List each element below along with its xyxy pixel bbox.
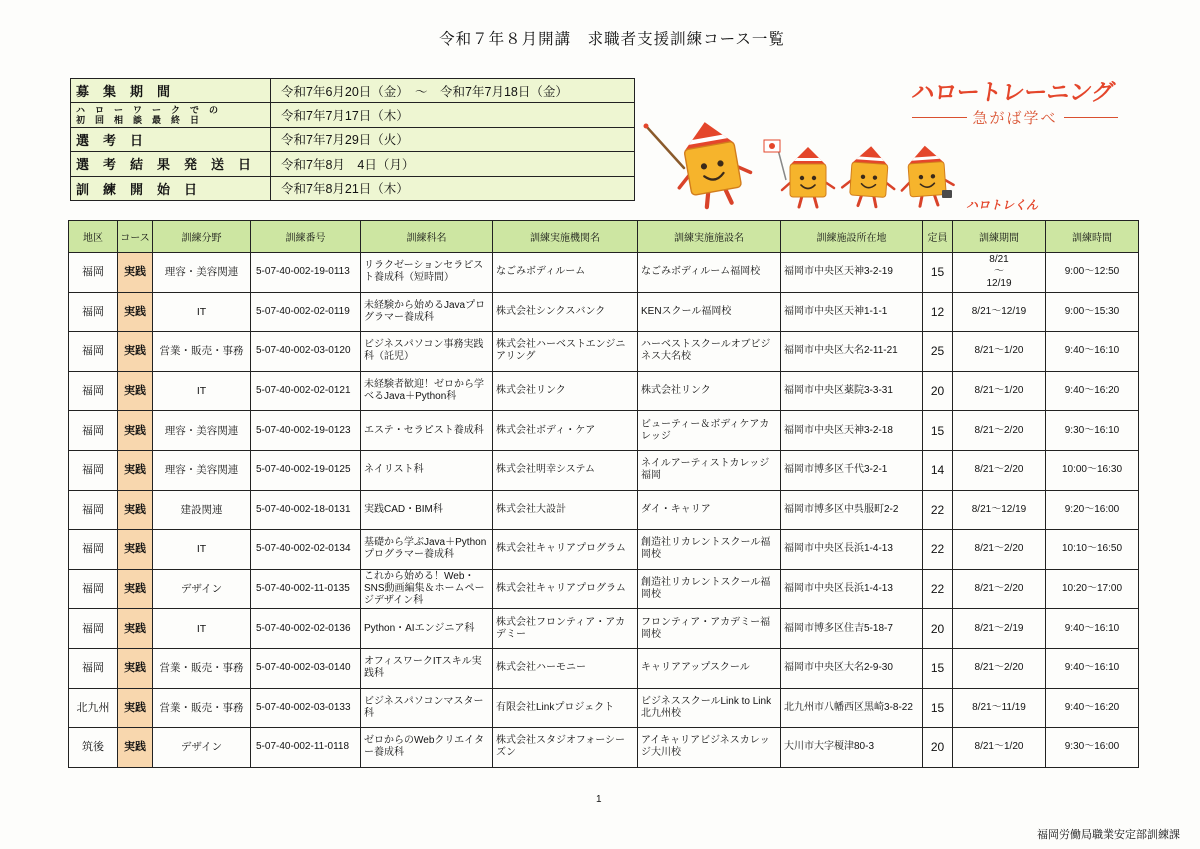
course-row [69,688,1139,728]
header-number: 訓練番号 [251,221,361,253]
tagline-text: 急がば学べ [972,109,1058,127]
cell-institution: なごみボディルーム [493,253,638,293]
cell-capacity: 14 [923,450,953,490]
course-row [69,490,1139,530]
cell-period: 8/21～1/20 [953,728,1046,768]
cell-facility: ビジネススクールLink to Link北九州校 [638,688,781,728]
cell-course: 実践 [118,728,153,768]
cell-period: 8/21～12/19 [953,292,1046,332]
cell-capacity: 22 [923,530,953,570]
cell-name: ネイリスト科 [361,450,493,490]
course-row [69,371,1139,411]
schedule-row [71,103,635,127]
cell-capacity: 22 [923,490,953,530]
tagline-rule-right [1064,117,1119,118]
mascot-figure [782,147,834,207]
schedule-label: 選考結果発送日 [71,152,271,176]
cell-time: 9:40～16:20 [1046,688,1139,728]
cell-institution: 株式会社ハーモニー [493,648,638,688]
cell-time: 9:40～16:20 [1046,371,1139,411]
course-row [69,609,1139,649]
course-row [69,332,1139,372]
cell-course: 実践 [118,688,153,728]
mascot-bag [942,190,952,198]
course-row [69,648,1139,688]
cell-name: ゼロからのWebクリエイター養成科 [361,728,493,768]
schedule-row [71,79,635,103]
cell-course: 実践 [118,490,153,530]
cell-time: 10:10～16:50 [1046,530,1139,570]
cell-facility: なごみボディルーム福岡校 [638,253,781,293]
cell-period: 8/21～12/19 [953,490,1046,530]
course-table [68,220,1139,768]
cell-institution: 株式会社ハーベストエンジニアリング [493,332,638,372]
course-row [69,411,1139,451]
cell-institution: 株式会社キャリアプログラム [493,569,638,609]
cell-name: オフィスワークITスキル実践科 [361,648,493,688]
cell-time: 9:30～16:10 [1046,411,1139,451]
cell-institution: 株式会社ボディ・ケア [493,411,638,451]
schedule-label: 訓練開始日 [71,176,271,200]
cell-address: 福岡市中央区長浜1-4-13 [781,530,923,570]
course-row [69,450,1139,490]
cell-capacity: 20 [923,728,953,768]
cell-time: 9:20～16:00 [1046,490,1139,530]
cell-field: 理容・美容関連 [153,253,251,293]
cell-time: 9:00～12:50 [1046,253,1139,293]
cell-name: 実践CAD・BIM科 [361,490,493,530]
cell-address: 福岡市中央区長浜1-4-13 [781,569,923,609]
cell-period: 8/21～1/20 [953,332,1046,372]
cell-name: リラクゼーションセラピスト養成科（短時間） [361,253,493,293]
header-course: コース [118,221,153,253]
cell-facility: アイキャリアビジネスカレッジ大川校 [638,728,781,768]
cell-number: 5-07-40-002-02-0134 [251,530,361,570]
course-row [69,253,1139,293]
schedule-value: 令和7年8月21日（木） [271,176,635,200]
cell-address: 福岡市中央区大名2-9-30 [781,648,923,688]
cell-institution: 株式会社スタジオフォーシーズン [493,728,638,768]
cell-name: エステ・セラピスト養成科 [361,411,493,451]
cell-period: 8/21 ～ 12/19 [953,253,1046,293]
pointer-tip [644,124,649,129]
brand-logo: ハロートレーニング [909,80,1116,106]
cell-field: IT [153,292,251,332]
cell-number: 5-07-40-002-02-0121 [251,371,361,411]
cell-area: 北九州 [69,688,118,728]
cell-field: デザイン [153,569,251,609]
schedule-value: 令和7年8月 4日（月） [271,152,635,176]
cell-address: 福岡市中央区天神1-1-1 [781,292,923,332]
cell-course: 実践 [118,332,153,372]
schedule-value: 令和7年7月17日（木） [271,103,635,127]
cell-number: 5-07-40-002-03-0133 [251,688,361,728]
schedule-label: 選考日 [71,127,271,151]
flag-emblem [769,143,775,149]
cell-time: 9:40～16:10 [1046,609,1139,649]
cell-address: 福岡市博多区千代3-2-1 [781,450,923,490]
cell-field: 営業・販売・事務 [153,332,251,372]
course-row [69,569,1139,609]
schedule-value: 令和7年6月20日（金） ～ 令和7年7月18日（金） [271,79,635,103]
header-institution: 訓練実施機関名 [493,221,638,253]
mascot-illustration [640,118,960,216]
cell-course: 実践 [118,371,153,411]
cell-facility: 創造社リカレントスクール福岡校 [638,569,781,609]
cell-time: 9:00～15:30 [1046,292,1139,332]
cell-area: 福岡 [69,292,118,332]
cell-time: 9:40～16:10 [1046,648,1139,688]
pointer-stick [646,126,684,168]
cell-number: 5-07-40-002-03-0120 [251,332,361,372]
cell-field: IT [153,371,251,411]
cell-area: 福岡 [69,609,118,649]
cell-area: 福岡 [69,648,118,688]
cell-name: これから始める！Web・SNS動画編集＆ホームページデザイン科 [361,569,493,609]
cell-field: 営業・販売・事務 [153,648,251,688]
cell-period: 8/21～2/20 [953,569,1046,609]
schedule-row [71,176,635,200]
cell-facility: KENスクール福岡校 [638,292,781,332]
cell-number: 5-07-40-002-03-0140 [251,648,361,688]
cell-field: 営業・販売・事務 [153,688,251,728]
cell-time: 10:00～16:30 [1046,450,1139,490]
cell-address: 福岡市博多区中呉服町2-2 [781,490,923,530]
cell-institution: 有限会社Linkプロジェクト [493,688,638,728]
header-time: 訓練時間 [1046,221,1139,253]
cell-address: 福岡市中央区天神3-2-18 [781,411,923,451]
cell-time: 10:20～17:00 [1046,569,1139,609]
cell-field: デザイン [153,728,251,768]
cell-institution: 株式会社キャリアプログラム [493,530,638,570]
cell-capacity: 15 [923,688,953,728]
cell-facility: フロンティア・アカデミー福岡校 [638,609,781,649]
cell-institution: 株式会社シンクスバンク [493,292,638,332]
cell-name: 基礎から学ぶJava＋Pythonプログラマー養成科 [361,530,493,570]
course-rows [69,253,1139,768]
header-capacity: 定員 [923,221,953,253]
cell-number: 5-07-40-002-18-0131 [251,490,361,530]
cell-course: 実践 [118,411,153,451]
cell-number: 5-07-40-002-19-0123 [251,411,361,451]
cell-institution: 株式会社リンク [493,371,638,411]
cell-number: 5-07-40-002-19-0113 [251,253,361,293]
cell-facility: ダイ・キャリア [638,490,781,530]
cell-name: 未経験者歓迎！ゼロから学べるJava＋Python科 [361,371,493,411]
cell-address: 福岡市博多区住吉5-18-7 [781,609,923,649]
cell-course: 実践 [118,569,153,609]
cell-period: 8/21～2/19 [953,609,1046,649]
cell-time: 9:40～16:10 [1046,332,1139,372]
cell-area: 福岡 [69,332,118,372]
cell-capacity: 20 [923,371,953,411]
cell-course: 実践 [118,648,153,688]
cell-period: 8/21～2/20 [953,530,1046,570]
schedule-table [70,78,635,201]
cell-capacity: 20 [923,609,953,649]
cell-area: 福岡 [69,450,118,490]
cell-field: 理容・美容関連 [153,450,251,490]
cell-time: 9:30～16:00 [1046,728,1139,768]
cell-course: 実践 [118,530,153,570]
schedule-row [71,127,635,151]
course-row [69,530,1139,570]
cell-address: 大川市大字榎津80-3 [781,728,923,768]
cell-area: 福岡 [69,411,118,451]
course-row [69,728,1139,768]
schedule-label: ハローワークでの 初回相談最終日 [71,103,271,127]
cell-capacity: 15 [923,648,953,688]
cell-address: 北九州市八幡西区黒崎3-8-22 [781,688,923,728]
department-name: 福岡労働局職業安定部訓練課 [1037,829,1180,841]
document-title: 令和７年８月開講 求職者支援訓練コース一覧 [439,30,785,48]
schedule-label: 募集期間 [71,79,271,103]
cell-name: ビジネスパソコンマスター科 [361,688,493,728]
cell-period: 8/21～2/20 [953,450,1046,490]
cell-period: 8/21～1/20 [953,371,1046,411]
mascot-name: ハロトレくん [966,198,1039,212]
cell-name: 未経験から始めるJavaプログラマー養成科 [361,292,493,332]
cell-period: 8/21～11/19 [953,688,1046,728]
cell-capacity: 12 [923,292,953,332]
cell-institution: 株式会社フロンティア・アカデミー [493,609,638,649]
cell-course: 実践 [118,609,153,649]
cell-area: 福岡 [69,253,118,293]
cell-address: 福岡市中央区大名2-11-21 [781,332,923,372]
cell-address: 福岡市中央区天神3-2-19 [781,253,923,293]
cell-facility: ハーベストスクールオブビジネス大名校 [638,332,781,372]
cell-number: 5-07-40-002-19-0125 [251,450,361,490]
header-name: 訓練科名 [361,221,493,253]
schedule-row [71,152,635,176]
cell-institution: 株式会社明幸システム [493,450,638,490]
cell-address: 福岡市中央区薬院3-3-31 [781,371,923,411]
cell-field: 建設関連 [153,490,251,530]
cell-facility: 株式会社リンク [638,371,781,411]
cell-course: 実践 [118,292,153,332]
header-row [69,221,1139,253]
cell-number: 5-07-40-002-11-0118 [251,728,361,768]
cell-facility: ビューティー＆ボディケアカレッジ [638,411,781,451]
header-field: 訓練分野 [153,221,251,253]
cell-number: 5-07-40-002-02-0136 [251,609,361,649]
cell-period: 8/21～2/20 [953,411,1046,451]
header-facility: 訓練実施施設名 [638,221,781,253]
cell-institution: 株式会社大設計 [493,490,638,530]
cell-capacity: 22 [923,569,953,609]
cell-facility: 創造社リカレントスクール福岡校 [638,530,781,570]
cell-field: IT [153,609,251,649]
cell-field: IT [153,530,251,570]
cell-course: 実践 [118,450,153,490]
cell-area: 福岡 [69,569,118,609]
page-number: 1 [596,794,602,805]
header-period: 訓練期間 [953,221,1046,253]
cell-area: 福岡 [69,490,118,530]
cell-facility: キャリアアップスクール [638,648,781,688]
cell-name: ビジネスパソコン事務実践科（託児） [361,332,493,372]
schedule-value: 令和7年7月29日（火） [271,127,635,151]
cell-number: 5-07-40-002-11-0135 [251,569,361,609]
mascot-figure [841,144,897,207]
cell-area: 福岡 [69,371,118,411]
cell-area: 筑後 [69,728,118,768]
cell-capacity: 15 [923,411,953,451]
cell-course: 実践 [118,253,153,293]
course-row [69,292,1139,332]
cell-area: 福岡 [69,530,118,570]
cell-field: 理容・美容関連 [153,411,251,451]
cell-facility: ネイルアーティストカレッジ福岡 [638,450,781,490]
cell-capacity: 25 [923,332,953,372]
header-address: 訓練施設所在地 [781,221,923,253]
cell-capacity: 15 [923,253,953,293]
cell-period: 8/21～2/20 [953,648,1046,688]
cell-name: Python・AIエンジニア科 [361,609,493,649]
cell-number: 5-07-40-002-02-0119 [251,292,361,332]
header-area: 地区 [69,221,118,253]
